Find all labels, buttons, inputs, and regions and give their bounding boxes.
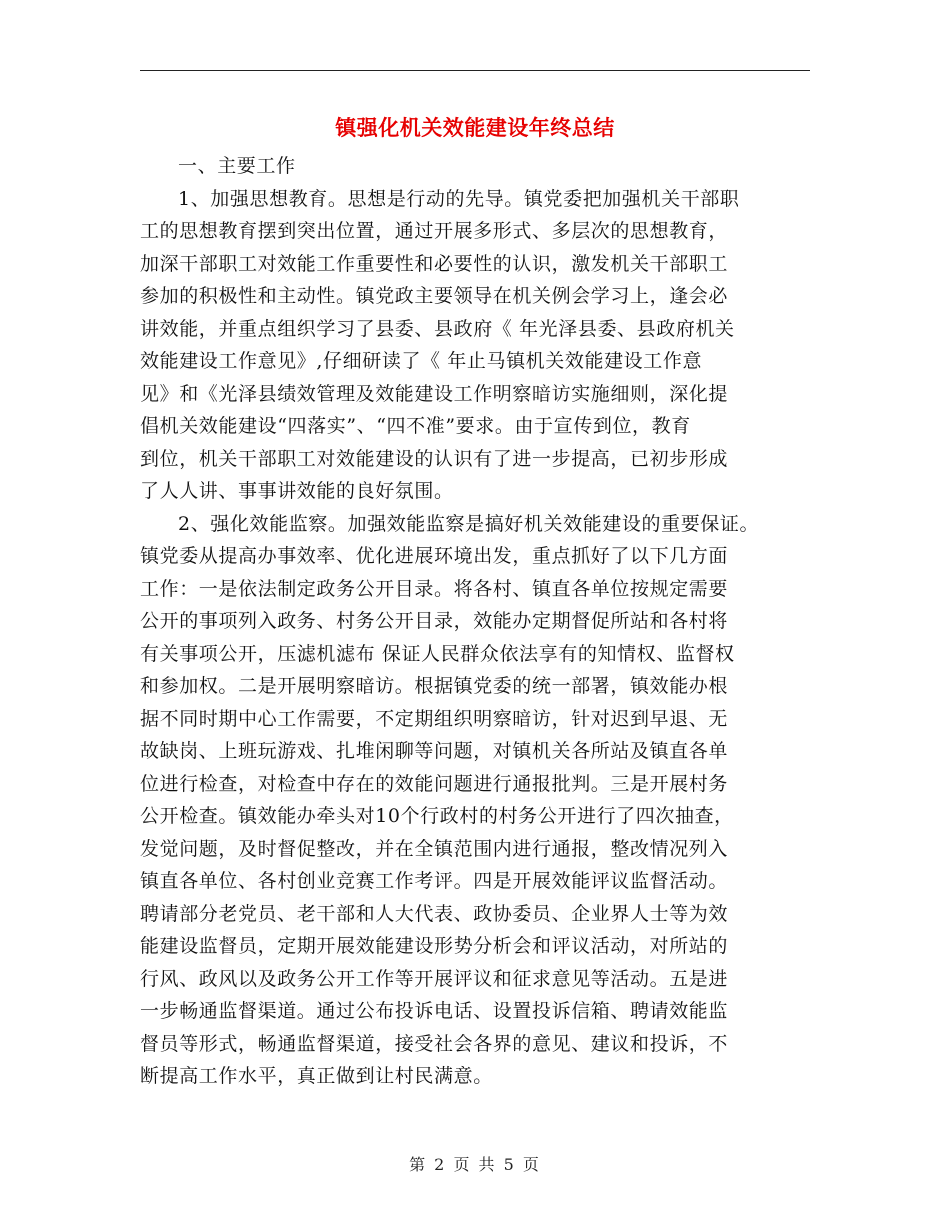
body-line: 位进行检查，对检查中存在的效能问题进行通报批判。三是开展村务	[140, 772, 729, 795]
body-line: 有关事项公开，压滤机滤布 保证人民群众依法享有的知情权、监督权	[140, 642, 735, 665]
body-line: 行风、政风以及政务公开工作等开展评议和征求意见等活动。五是进	[140, 967, 729, 990]
body-line: 据不同时期中心工作需要，不定期组织明察暗访，针对迟到早退、无	[140, 707, 729, 730]
body-line: 和参加权。二是开展明察暗访。根据镇党委的统一部署，镇效能办根	[140, 675, 729, 697]
body-line: 聘请部分老党员、老干部和人大代表、政协委员、企业界人士等为效	[140, 902, 729, 925]
body-line: 一、主要工作	[178, 155, 296, 177]
body-line: 1、加强思想教育。思想是行动的先导。镇党委把加强机关干部职	[178, 187, 740, 210]
body-line: 公开的事项列入政务、村务公开目录，效能办定期督促所站和各村将	[140, 610, 729, 632]
body-line: 一步畅通监督渠道。通过公布投诉电话、设置投诉信箱、聘请效能监	[140, 1000, 729, 1022]
body-line: 工的思想教育摆到突出位置，通过开展多形式、多层次的思想教育，	[140, 220, 729, 242]
header-rule	[140, 70, 810, 71]
body-line: 故缺岗、上班玩游戏、扎堆闲聊等问题，对镇机关各所站及镇直各单	[140, 740, 729, 762]
document-title: 镇强化机关效能建设年终总结	[335, 116, 615, 140]
document-body	[140, 150, 840, 1093]
body-line: 倡机关效能建设“四落实”、“四不准”要求。由于宣传到位，教育	[140, 415, 691, 437]
body-line: 了人人讲、事事讲效能的良好氛围。	[140, 480, 454, 502]
body-line: 加深干部职工对效能工作重要性和必要性的认识，激发机关干部职工	[140, 252, 729, 275]
body-line: 断提高工作水平，真正做到让村民满意。	[140, 1065, 493, 1087]
body-line: 发觉问题，及时督促整改，并在全镇范围内进行通报，整改情况列入	[140, 837, 729, 860]
body-line: 能建设监督员，定期开展效能建设形势分析会和评议活动，对所站的	[140, 935, 729, 957]
body-line: 见》和《光泽县绩效管理及效能建设工作明察暗访实施细则，深化提	[140, 382, 729, 405]
body-line: 讲效能，并重点组织学习了县委、县政府《 年光泽县委、县政府机关	[140, 317, 735, 340]
body-line: 督员等形式，畅通监督渠道，接受社会各界的意见、建议和投诉，不	[140, 1032, 729, 1055]
body-line: 镇直各单位、各村创业竞赛工作考评。四是开展效能评议监督活动。	[140, 870, 729, 892]
body-line: 2、强化效能监察。加强效能监察是搞好机关效能建设的重要保证。	[178, 512, 760, 535]
page-footer: 第 2 页 共 5 页	[409, 1155, 541, 1174]
body-line: 效能建设工作意见》,仔细研读了《 年止马镇机关效能建设工作意	[140, 350, 703, 372]
body-line: 参加的积极性和主动性。镇党政主要领导在机关例会学习上，逢会必	[140, 285, 729, 307]
body-line: 工作：一是依法制定政务公开目录。将各村、镇直各单位按规定需要	[140, 577, 729, 600]
body-line: 到位，机关干部职工对效能建设的认识有了进一步提高，已初步形成	[140, 447, 729, 470]
body-line: 公开检查。镇效能办牵头对10个行政村的村务公开进行了四次抽查，	[140, 805, 734, 827]
body-line: 镇党委从提高办事效率、优化进展环境出发，重点抓好了以下几方面	[140, 545, 729, 567]
